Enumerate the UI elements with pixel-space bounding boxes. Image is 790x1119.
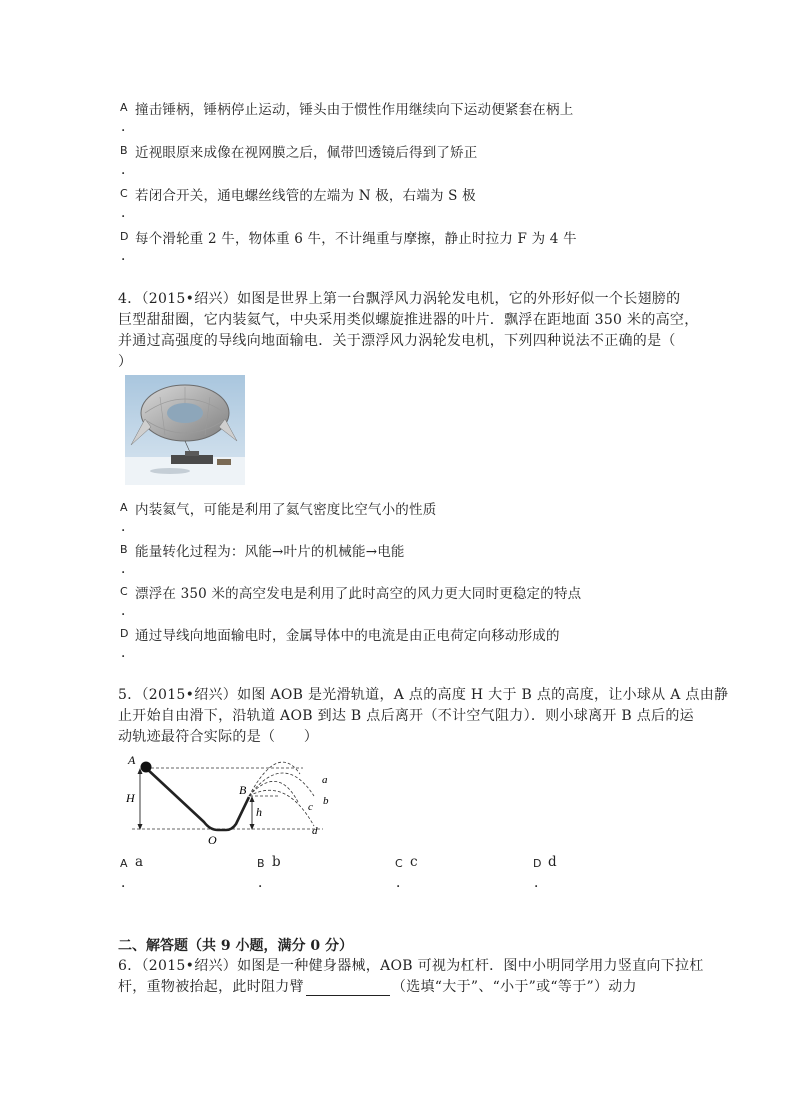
option-text: b bbox=[272, 854, 281, 870]
label-traj-b: b bbox=[323, 795, 329, 807]
q4-stem-line-1: 4．（2015•绍兴）如图是世界上第一台飘浮风力涡轮发电机，它的外形好似一个长翅膀的 bbox=[118, 291, 681, 307]
q5-stem-line-3: 动轨迹最符合实际的是（ ） bbox=[118, 729, 319, 745]
option-letter: C bbox=[120, 585, 128, 598]
option-dot: ． bbox=[121, 645, 135, 661]
option-text: c bbox=[410, 854, 418, 870]
q4-stem-line-4: ） bbox=[118, 354, 133, 370]
answer-blank[interactable] bbox=[306, 982, 390, 996]
label-traj-d: d bbox=[312, 825, 318, 837]
section-2-heading: 二、解答题（共 9 小题，满分 0 分） bbox=[118, 938, 353, 954]
option-dot: ． bbox=[396, 875, 410, 891]
q6-stem-line-1: 6．（2015•绍兴）如图是一种健身器械，AOB 可视为杠杆．图中小明同学用力竖直向下拉杠 bbox=[118, 958, 704, 974]
option-text: 每个滑轮重 2 牛，物体重 6 牛，不计绳重与摩擦，静止时拉力 F 为 4 牛 bbox=[135, 231, 577, 247]
option-letter: C bbox=[120, 187, 128, 200]
option-dot: ． bbox=[534, 875, 548, 891]
option-text: 内装氦气，可能是利用了氦气密度比空气小的性质 bbox=[135, 502, 437, 518]
floating-turbine-photo bbox=[125, 375, 245, 485]
label-traj-c: c bbox=[308, 801, 313, 813]
q6-stem-line-2 bbox=[118, 976, 637, 996]
label-h-big: H bbox=[126, 791, 135, 805]
option-text: 通过导线向地面输电时，金属导体中的电流是由正电荷定向移动形成的 bbox=[135, 628, 560, 644]
option-text: 能量转化过程为：风能→叶片的机械能→电能 bbox=[135, 544, 405, 560]
q4-stem-line-2: 巨型甜甜圈，它内装氦气，中央采用类似螺旋推进器的叶片．飘浮在距地面 350 米的高空， bbox=[118, 312, 699, 328]
option-letter: D bbox=[120, 230, 129, 243]
option-text: 若闭合开关，通电螺丝线管的左端为 N 极，右端为 S 极 bbox=[135, 188, 476, 204]
option-letter: B bbox=[120, 543, 128, 556]
q5-stem-line-1: 5．（2015•绍兴）如图 AOB 是光滑轨道，A 点的高度 H 大于 B 点的高度，让小球从 A 点由静 bbox=[118, 687, 729, 703]
option-letter: D bbox=[120, 627, 129, 640]
option-text: d bbox=[548, 854, 557, 870]
label-b-point: B bbox=[239, 783, 247, 797]
option-dot: ． bbox=[121, 248, 135, 264]
label-traj-a: a bbox=[322, 774, 328, 786]
option-letter: A bbox=[120, 857, 128, 870]
option-dot: ． bbox=[121, 162, 135, 178]
option-letter: C bbox=[395, 857, 403, 870]
q6-text-before-blank: 杆，重物被抬起，此时阻力臂 bbox=[118, 979, 304, 995]
option-dot: ． bbox=[121, 603, 135, 619]
option-dot: ． bbox=[258, 875, 272, 891]
label-h-small: h bbox=[256, 805, 262, 819]
option-letter: D bbox=[533, 857, 542, 870]
option-dot: ． bbox=[121, 561, 135, 577]
option-letter: A bbox=[120, 501, 128, 514]
label-a-point: A bbox=[128, 753, 136, 767]
option-text: a bbox=[135, 854, 144, 870]
q6-text-after-blank: （选填“大于”、“小于”或“等于”）动力 bbox=[391, 979, 637, 995]
option-dot: ． bbox=[121, 205, 135, 221]
option-text: 漂浮在 350 米的高空发电是利用了此时高空的风力更大同时更稳定的特点 bbox=[135, 586, 582, 602]
q4-stem-line-3: 并通过高强度的导线向地面输电．关于漂浮风力涡轮发电机，下列四种说法不正确的是（ bbox=[118, 333, 676, 349]
q5-stem-line-2: 止开始自由滑下，沿轨道 AOB 到达 B 点后离开（不计空气阻力）．则小球离开 B 点后的运 bbox=[118, 708, 694, 724]
option-text: 撞击锤柄，锤柄停止运动，锤头由于惯性作用继续向下运动便紧套在柄上 bbox=[135, 102, 574, 118]
option-letter: A bbox=[120, 101, 128, 114]
option-dot: ． bbox=[121, 519, 135, 535]
track-diagram bbox=[118, 750, 348, 850]
option-text: 近视眼原来成像在视网膜之后，佩带凹透镜后得到了矫正 bbox=[135, 145, 478, 161]
option-dot: ． bbox=[121, 119, 135, 135]
option-dot: ． bbox=[121, 875, 135, 891]
option-letter: B bbox=[120, 144, 128, 157]
option-letter: B bbox=[257, 857, 265, 870]
label-o-point: O bbox=[208, 833, 217, 847]
